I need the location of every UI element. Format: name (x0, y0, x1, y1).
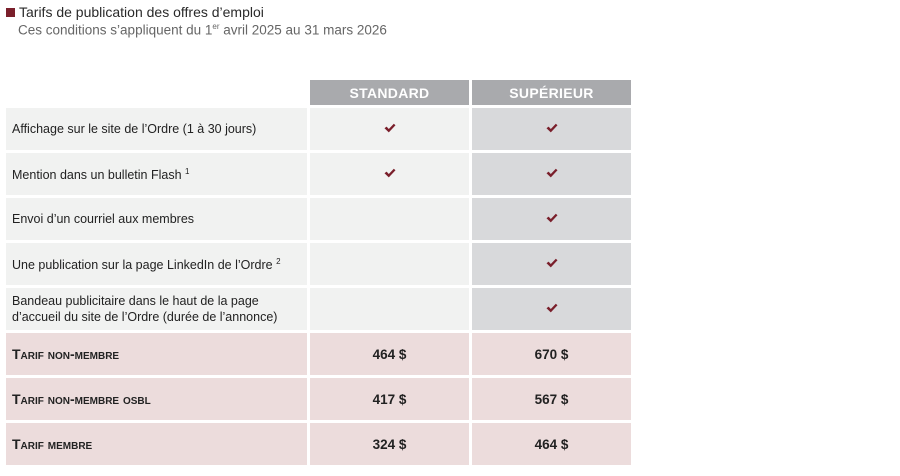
feature-label-text: Affichage sur le site de l’Ordre (1 à 30 jours) (12, 122, 257, 136)
feature-label-text: Envoi d’un courriel aux membres (12, 212, 195, 226)
title-row (6, 3, 387, 21)
feature-row (6, 198, 631, 240)
superieur-cell (472, 108, 631, 150)
price-standard: 417 $ (310, 378, 469, 420)
standard-cell (310, 108, 469, 150)
footnote-ref: 2 (276, 257, 281, 267)
feature-label (6, 108, 307, 150)
feature-label-text: Bandeau publicitaire dans le haut de la page d’accueil du site de l’Ordre (durée de l’annonce) (12, 294, 278, 324)
price-superieur: 567 $ (472, 378, 631, 420)
standard-cell (310, 153, 469, 195)
page-subtitle (18, 22, 387, 38)
checkmark-icon (546, 168, 558, 178)
superieur-cell (472, 243, 631, 285)
feature-label (6, 288, 307, 330)
standard-cell (310, 288, 469, 330)
checkmark-icon (546, 258, 558, 268)
price-standard: 324 $ (310, 423, 469, 465)
feature-label (6, 153, 307, 195)
feature-label (6, 198, 307, 240)
price-row (6, 333, 631, 375)
checkmark-icon (546, 123, 558, 133)
pricing-table (3, 77, 634, 468)
price-superieur: 670 $ (472, 333, 631, 375)
price-superieur: 464 $ (472, 423, 631, 465)
feature-row (6, 153, 631, 195)
feature-row (6, 243, 631, 285)
checkmark-icon (384, 123, 396, 133)
feature-row (6, 288, 631, 330)
price-label: Tarif non-membre osbl (6, 378, 307, 420)
header-spacer (6, 80, 307, 105)
price-standard: 464 $ (310, 333, 469, 375)
superieur-cell (472, 288, 631, 330)
subtitle-text-start: Ces conditions s’appliquent du 1 (18, 22, 213, 38)
subtitle-superscript: er (212, 22, 220, 31)
footnote-ref: 1 (185, 167, 190, 177)
checkmark-icon (546, 213, 558, 223)
bullet-square-icon (6, 8, 15, 17)
column-header-row (6, 80, 631, 105)
superieur-cell (472, 153, 631, 195)
price-row (6, 378, 631, 420)
superieur-cell (472, 198, 631, 240)
page-header (6, 3, 387, 38)
checkmark-icon (546, 303, 558, 313)
price-row (6, 423, 631, 465)
price-label: Tarif non-membre (6, 333, 307, 375)
subtitle-text-end: avril 2025 au 31 mars 2026 (219, 22, 387, 38)
feature-label (6, 243, 307, 285)
price-label: Tarif membre (6, 423, 307, 465)
column-header-standard: STANDARD (310, 80, 469, 105)
column-header-superieur: SUPÉRIEUR (472, 80, 631, 105)
feature-label-text: Une publication sur la page LinkedIn de l’Ordre (12, 258, 273, 273)
feature-row (6, 108, 631, 150)
standard-cell (310, 198, 469, 240)
standard-cell (310, 243, 469, 285)
page-title: Tarifs de publication des offres d’emploi (19, 4, 264, 20)
checkmark-icon (384, 168, 396, 178)
feature-label-text: Mention dans un bulletin Flash (12, 168, 182, 183)
